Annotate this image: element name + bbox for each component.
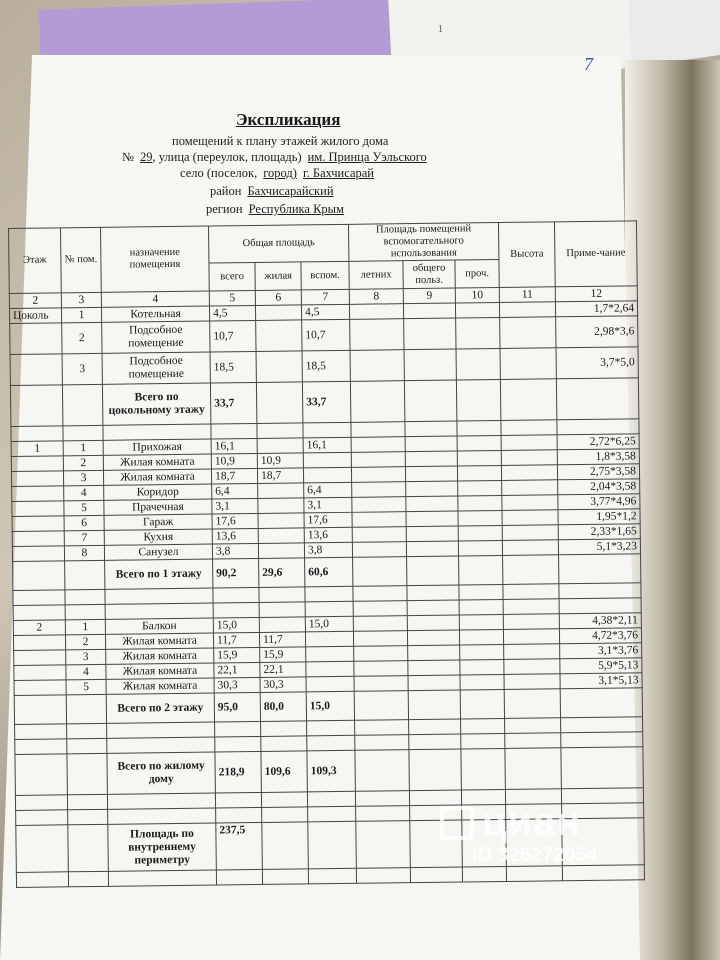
col-number: 4 [101, 291, 209, 307]
room-no-cell: 8 [64, 545, 104, 560]
aux-cell [303, 467, 351, 483]
col-summer-header: летних [349, 261, 403, 290]
total-cell: 33,7 [210, 382, 256, 424]
total-cell: 10,9 [211, 453, 257, 469]
city-name: г. Бахчисарай [302, 166, 374, 180]
back-page-number: 1 [438, 24, 443, 35]
total-cell: 6,4 [212, 483, 258, 499]
header-line-1-text: помещений к плану этажей жилого дома [172, 134, 389, 148]
living-cell: 22,1 [260, 662, 306, 678]
room-no-cell: 3 [63, 470, 103, 485]
street-type-label: , улица (переулок, площадь) [152, 150, 302, 164]
total-cell: 15,0 [213, 617, 259, 633]
header-line-4 [210, 184, 334, 199]
aux-cell [306, 646, 354, 662]
col-living-header: жилая [255, 262, 301, 291]
col-number: 12 [555, 286, 637, 302]
living-cell [258, 543, 304, 559]
living-cell [255, 305, 301, 321]
room-no-cell: 1 [61, 307, 101, 322]
living-cell: 30,3 [260, 677, 306, 693]
living-cell [259, 617, 305, 633]
col-common-header: общего польз. [403, 260, 455, 289]
aux-cell [306, 661, 354, 677]
living-cell [258, 483, 304, 499]
total-label: Всего по 2 этажу [106, 693, 214, 723]
col-number: 6 [255, 290, 301, 306]
house-number: 29 [139, 150, 153, 164]
room-no-cell: 3 [66, 649, 106, 664]
note-cell: 2,98*3,6 [556, 316, 638, 348]
col-number: 9 [403, 288, 455, 304]
room-no-cell: 4 [66, 664, 106, 679]
living-cell: 15,9 [260, 647, 306, 663]
floor-cell [11, 456, 63, 472]
total-cell: 11,7 [213, 632, 259, 648]
document-title: Экспликация [236, 110, 341, 129]
room-name-cell: Жилая комната [103, 469, 211, 485]
room-no-cell: 5 [66, 679, 106, 694]
aux-cell: 15,0 [306, 691, 354, 721]
col-other-header: проч. [455, 260, 499, 289]
total-cell: 3,8 [212, 543, 258, 559]
note-cell: 3,77*4,96 [558, 494, 640, 510]
total-label: Всего по 1 этажу [105, 559, 213, 589]
living-cell [258, 513, 304, 529]
aux-cell: 17,6 [304, 512, 352, 528]
living-cell [258, 498, 304, 514]
room-name-cell: Прихожая [103, 439, 211, 455]
living-cell [257, 438, 303, 454]
total-label: Всего по цокольному этажу [102, 383, 210, 425]
living-cell: 10,9 [257, 453, 303, 469]
aux-cell: 33,7 [302, 381, 350, 423]
col-number: 3 [61, 292, 101, 307]
total-cell: 30,3 [214, 677, 260, 693]
room-name-cell: Гараж [104, 514, 212, 530]
note-cell: 3,1*3,76 [560, 643, 642, 659]
floor-cell [10, 354, 62, 386]
room-name-cell: Жилая комната [103, 454, 211, 470]
total-cell: 17,6 [212, 513, 258, 529]
floor-cell [10, 323, 62, 355]
explication-table [8, 220, 645, 888]
aux-cell: 18,5 [302, 350, 350, 382]
room-name-cell: Жилая комната [106, 663, 214, 679]
room-name-cell: Кухня [104, 529, 212, 545]
total-cell: 95,0 [214, 692, 260, 722]
header-line-2 [122, 150, 427, 165]
living-cell: 109,6 [261, 751, 307, 793]
room-no-cell: 2 [63, 455, 103, 470]
note-cell: 4,72*3,76 [559, 628, 641, 644]
total-cell: 218,9 [215, 751, 261, 793]
aux-cell [303, 452, 351, 468]
locality-type-label: село (поселок, [180, 166, 258, 180]
total-cell: 4,5 [209, 305, 255, 321]
room-name-cell: Жилая комната [106, 678, 214, 694]
total-cell: 10,7 [210, 320, 256, 352]
district-name: Бахчисарайский [247, 184, 334, 198]
note-cell: 5,9*5,13 [560, 658, 642, 674]
col-number: 10 [455, 288, 499, 304]
aux-cell: 109,3 [307, 750, 355, 792]
note-cell: 2,72*6,25 [557, 434, 639, 450]
region-label: регион [206, 202, 243, 216]
living-cell: 11,7 [259, 632, 305, 648]
floor-cell [14, 665, 66, 681]
room-no-cell: 2 [65, 634, 105, 649]
aux-cell: 6,4 [304, 482, 352, 498]
floor-cell [12, 546, 64, 562]
aux-cell [305, 631, 353, 647]
room-no-cell: 6 [64, 515, 104, 530]
note-cell: 1,8*3,58 [557, 449, 639, 465]
living-cell [256, 320, 302, 352]
aux-cell: 13,6 [304, 527, 352, 543]
total-cell: 18,5 [210, 351, 256, 383]
floor-cell: 1 [11, 441, 63, 457]
room-no-cell: 1 [63, 440, 103, 455]
floor-cell: Цоколь [9, 308, 61, 324]
col-number: 11 [499, 287, 555, 303]
note-cell: 1,95*1,2 [558, 509, 640, 525]
col-height-header: Высота [498, 222, 555, 288]
room-name-cell: Жилая комната [106, 648, 214, 664]
room-name-cell: Подсобное помещение [102, 321, 210, 353]
locality-type-selected: город) [263, 166, 297, 180]
note-cell: 4,38*2,11 [559, 613, 641, 629]
note-cell: 5,1*3,23 [558, 539, 640, 555]
watermark-id: ID 326272054 [472, 844, 598, 866]
room-name-cell: Балкон [105, 618, 213, 634]
header-line-5 [206, 202, 344, 217]
aux-cell: 15,0 [305, 616, 353, 632]
aux-cell: 10,7 [302, 319, 350, 351]
watermark-logo: циан [482, 800, 582, 844]
room-no-cell: 3 [62, 353, 102, 384]
aux-cell: 3,8 [304, 542, 352, 558]
region-name: Республика Крым [248, 202, 344, 216]
floor-cell [11, 471, 63, 487]
room-name-cell: Санузел [104, 544, 212, 560]
total-cell: 18,7 [211, 468, 257, 484]
street-name: им. Принца Уэльского [307, 150, 427, 164]
header-line-3 [180, 166, 374, 181]
handwritten-page-number: 7 [584, 54, 593, 74]
note-cell: 1,7*2,64 [555, 301, 637, 317]
living-cell: 29,6 [259, 558, 305, 588]
floor-cell [12, 501, 64, 517]
number-sign: № [122, 150, 134, 164]
col-total-area-header: Общая площадь [208, 224, 348, 263]
note-cell: 3,1*5,13 [560, 673, 642, 689]
room-no-cell: 2 [62, 322, 102, 353]
aux-cell: 3,1 [304, 497, 352, 513]
note-cell: 3,7*5,0 [556, 347, 638, 379]
room-no-cell: 1 [65, 619, 105, 634]
perimeter-label: Площадь по внутреннему периметру [108, 823, 217, 871]
note-cell: 2,33*1,65 [558, 524, 640, 540]
aux-cell [306, 676, 354, 692]
floor-cell [13, 635, 65, 651]
floor-cell [14, 650, 66, 666]
room-no-cell: 7 [64, 530, 104, 545]
perimeter-total-cell: 237,5 [216, 822, 263, 870]
note-cell: 2,75*3,58 [557, 464, 639, 480]
floor-cell [12, 486, 64, 502]
room-no-cell: 5 [64, 500, 104, 515]
total-cell: 15,9 [214, 647, 260, 663]
living-cell [258, 528, 304, 544]
col-purpose-header: назначение помещения [100, 226, 209, 292]
room-name-cell: Коридор [104, 484, 212, 500]
col-total-header: всего [209, 262, 255, 291]
col-number: 5 [209, 290, 255, 306]
aux-cell: 60,6 [305, 557, 353, 587]
living-cell [256, 382, 302, 424]
total-cell: 22,1 [214, 662, 260, 678]
col-room-no-header: № пом. [61, 227, 102, 292]
col-floor-header: Этаж [9, 228, 62, 294]
living-cell: 18,7 [257, 468, 303, 484]
total-cell: 3,1 [212, 498, 258, 514]
floor-cell: 2 [13, 620, 65, 636]
col-number: 8 [349, 289, 403, 305]
living-cell: 80,0 [260, 692, 306, 722]
room-name-cell: Прачечная [104, 499, 212, 515]
aux-cell: 16,1 [303, 437, 351, 453]
district-label: район [210, 184, 242, 198]
col-note-header: Приме-чание [554, 221, 637, 287]
col-number: 2 [9, 293, 61, 309]
total-cell: 13,6 [212, 528, 258, 544]
room-name-cell: Подсобное помещение [102, 352, 210, 384]
col-number: 7 [301, 289, 349, 305]
room-no-cell: 4 [64, 485, 104, 500]
watermark-house-icon [440, 806, 474, 840]
note-cell: 2,04*3,58 [558, 479, 640, 495]
aux-cell: 4,5 [301, 304, 349, 320]
room-name-cell: Котельная [101, 306, 209, 322]
header-line-1 [172, 134, 388, 149]
floor-cell [12, 531, 64, 547]
living-cell [256, 351, 302, 383]
total-cell: 16,1 [211, 438, 257, 454]
col-aux-area-header: Площадь помещений вспомогательного использования [348, 223, 498, 262]
total-label: Всего по жилому дому [107, 752, 215, 794]
col-aux-header: вспом. [301, 261, 349, 290]
floor-cell [12, 516, 64, 532]
total-cell: 90,2 [213, 558, 259, 588]
room-name-cell: Жилая комната [105, 633, 213, 649]
floor-cell [14, 680, 66, 696]
